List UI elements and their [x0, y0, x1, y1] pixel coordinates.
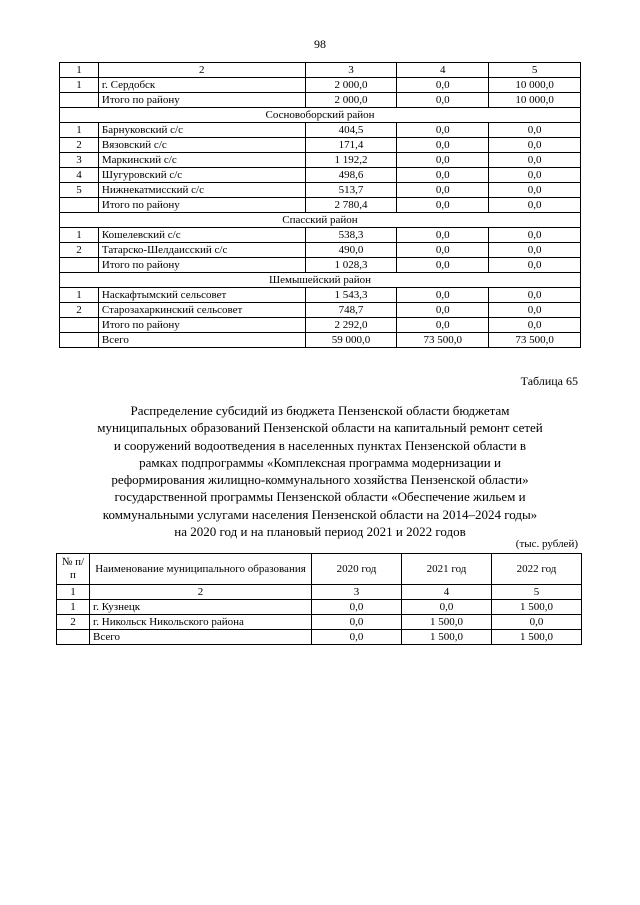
header-cell-2020: 2020 год — [312, 554, 402, 585]
district-heading-row — [60, 108, 581, 123]
value-col-4: 0,0 — [397, 183, 489, 198]
value-col-5: 0,0 — [489, 168, 581, 183]
header-cell-2022: 2022 год — [492, 554, 582, 585]
row-number: 2 — [60, 138, 99, 153]
title-line: реформирования жилищно-коммунального хозяйства Пензенской области» — [111, 472, 529, 488]
subsidy-table-65 — [56, 553, 582, 645]
value-col-5: 0,0 — [489, 138, 581, 153]
row-number: 1 — [60, 78, 99, 93]
value-col-5: 0,0 — [489, 243, 581, 258]
title-line: государственной программы Пензенской области «Обеспечение жильем и — [114, 489, 526, 505]
table-row — [60, 138, 581, 153]
value-col-5: 0,0 — [489, 153, 581, 168]
value-col-4: 0,0 — [397, 138, 489, 153]
value-col-4: 0,0 — [397, 198, 489, 213]
value-2022: 0,0 — [492, 615, 582, 630]
table-row — [60, 183, 581, 198]
row-number — [60, 93, 99, 108]
value-col-4: 0,0 — [397, 318, 489, 333]
value-col-4: 0,0 — [397, 168, 489, 183]
district-title: Спасский район — [60, 213, 581, 228]
table-row — [60, 123, 581, 138]
table-label: Таблица 65 — [520, 374, 578, 388]
numbering-cell: 1 — [60, 63, 99, 78]
municipality-name: Итого по району — [98, 318, 305, 333]
subtotal-row — [60, 93, 581, 108]
value-2020: 0,0 — [312, 630, 402, 645]
numbering-cell: 4 — [397, 63, 489, 78]
municipality-name: Всего — [98, 333, 305, 348]
table-row — [60, 288, 581, 303]
table-row — [57, 600, 582, 615]
header-row — [57, 554, 582, 585]
value-col-4: 0,0 — [397, 123, 489, 138]
municipality-name: Маркинский с/с — [98, 153, 305, 168]
value-col-5: 0,0 — [489, 183, 581, 198]
numbering-cell: 2 — [90, 585, 312, 600]
value-2021: 1 500,0 — [402, 615, 492, 630]
row-number: 1 — [60, 288, 99, 303]
subtotal-row — [60, 258, 581, 273]
row-number — [60, 198, 99, 213]
numbering-cell: 1 — [57, 585, 90, 600]
value-2020: 0,0 — [312, 600, 402, 615]
municipality-name: Итого по району — [98, 93, 305, 108]
numbering-cell: 3 — [305, 63, 397, 78]
value-col-4: 0,0 — [397, 153, 489, 168]
value-col-3: 748,7 — [305, 303, 397, 318]
municipality-name: Татарско-Шелдаисский с/с — [98, 243, 305, 258]
value-col-5: 0,0 — [489, 198, 581, 213]
row-number — [60, 333, 99, 348]
value-col-4: 73 500,0 — [397, 333, 489, 348]
municipality-name: Шугуровский с/с — [98, 168, 305, 183]
title-line: Распределение субсидий из бюджета Пензенской области бюджетам — [130, 403, 510, 418]
row-number: 4 — [60, 168, 99, 183]
value-2021: 0,0 — [402, 600, 492, 615]
value-col-3: 1 543,3 — [305, 288, 397, 303]
subtotal-row — [60, 318, 581, 333]
total-label: Всего — [90, 630, 312, 645]
table-row — [60, 228, 581, 243]
row-number: 2 — [60, 303, 99, 318]
value-col-3: 1 028,3 — [305, 258, 397, 273]
header-cell-name: Наименование муниципального образования — [90, 554, 312, 585]
municipality-name: Итого по району — [98, 258, 305, 273]
municipality-name: Старозахаркинский сельсовет — [98, 303, 305, 318]
row-number: 5 — [60, 183, 99, 198]
value-col-3: 59 000,0 — [305, 333, 397, 348]
value-col-3: 538,3 — [305, 228, 397, 243]
value-2021: 1 500,0 — [402, 630, 492, 645]
value-col-3: 498,6 — [305, 168, 397, 183]
table-row — [60, 78, 581, 93]
subsidy-table-continued — [59, 62, 581, 348]
numbering-cell: 2 — [98, 63, 305, 78]
row-number — [60, 318, 99, 333]
numbering-row — [60, 63, 581, 78]
value-col-3: 1 192,2 — [305, 153, 397, 168]
value-col-5: 10 000,0 — [489, 78, 581, 93]
value-col-5: 10 000,0 — [489, 93, 581, 108]
value-col-3: 2 780,4 — [305, 198, 397, 213]
value-col-5: 0,0 — [489, 258, 581, 273]
table-row — [60, 168, 581, 183]
value-col-3: 2 000,0 — [305, 93, 397, 108]
row-number: 1 — [57, 600, 90, 615]
district-title: Шемышейский район — [60, 273, 581, 288]
units-label: (тыс. рублей) — [515, 538, 578, 550]
value-2022: 1 500,0 — [492, 630, 582, 645]
header-cell-2021: 2021 год — [402, 554, 492, 585]
value-col-4: 0,0 — [397, 303, 489, 318]
title-line: рамках подпрограммы «Комплексная программа модернизации и — [139, 454, 501, 470]
municipality-name: г. Сердобск — [98, 78, 305, 93]
row-number: 3 — [60, 153, 99, 168]
numbering-cell: 3 — [312, 585, 402, 600]
value-col-3: 2 292,0 — [305, 318, 397, 333]
row-number: 2 — [60, 243, 99, 258]
municipality-name: г. Никольск Никольского района — [90, 615, 312, 630]
value-col-4: 0,0 — [397, 78, 489, 93]
title-line: и сооружений водоотведения в населенных пунктах Пензенской области в — [113, 437, 527, 453]
value-col-3: 404,5 — [305, 123, 397, 138]
table-title — [60, 402, 580, 540]
value-col-5: 0,0 — [489, 228, 581, 243]
row-number: 2 — [57, 615, 90, 630]
row-number: 1 — [60, 123, 99, 138]
municipality-name: Кошелевский с/с — [98, 228, 305, 243]
numbering-row — [57, 585, 582, 600]
value-col-5: 0,0 — [489, 123, 581, 138]
table-row — [60, 243, 581, 258]
value-col-3: 2 000,0 — [305, 78, 397, 93]
value-col-5: 0,0 — [489, 318, 581, 333]
numbering-cell: 5 — [492, 585, 582, 600]
page-number: 98 — [314, 37, 326, 51]
total-row — [57, 630, 582, 645]
title-line: коммунальными услугами населения Пензенской области на 2014–2024 годы» — [102, 506, 538, 522]
table-row — [57, 615, 582, 630]
value-col-4: 0,0 — [397, 93, 489, 108]
title-line: муниципальных образований Пензенской области на капитальный ремонт сетей — [97, 420, 543, 436]
row-number — [57, 630, 90, 645]
municipality-name: Вязовский с/с — [98, 138, 305, 153]
district-heading-row — [60, 273, 581, 288]
value-col-3: 490,0 — [305, 243, 397, 258]
title-line: на 2020 год и на плановый период 2021 и 2022 годов — [174, 524, 466, 540]
value-col-3: 171,4 — [305, 138, 397, 153]
value-col-4: 0,0 — [397, 258, 489, 273]
row-number — [60, 258, 99, 273]
value-col-5: 0,0 — [489, 288, 581, 303]
total-row — [60, 333, 581, 348]
value-col-5: 73 500,0 — [489, 333, 581, 348]
numbering-cell: 5 — [489, 63, 581, 78]
numbering-cell: 4 — [402, 585, 492, 600]
value-col-3: 513,7 — [305, 183, 397, 198]
municipality-name: Барнуковский с/с — [98, 123, 305, 138]
value-col-4: 0,0 — [397, 228, 489, 243]
value-2020: 0,0 — [312, 615, 402, 630]
value-col-4: 0,0 — [397, 243, 489, 258]
header-cell-number: № п/п — [57, 554, 90, 585]
municipality-name: Итого по району — [98, 198, 305, 213]
municipality-name: Наскафтымский сельсовет — [98, 288, 305, 303]
district-title: Сосновоборский район — [60, 108, 581, 123]
subtotal-row — [60, 198, 581, 213]
row-number: 1 — [60, 228, 99, 243]
table-row — [60, 303, 581, 318]
municipality-name: г. Кузнецк — [90, 600, 312, 615]
value-col-4: 0,0 — [397, 288, 489, 303]
district-heading-row — [60, 213, 581, 228]
municipality-name: Нижнекатмисский с/с — [98, 183, 305, 198]
value-2022: 1 500,0 — [492, 600, 582, 615]
table-row — [60, 153, 581, 168]
value-col-5: 0,0 — [489, 303, 581, 318]
